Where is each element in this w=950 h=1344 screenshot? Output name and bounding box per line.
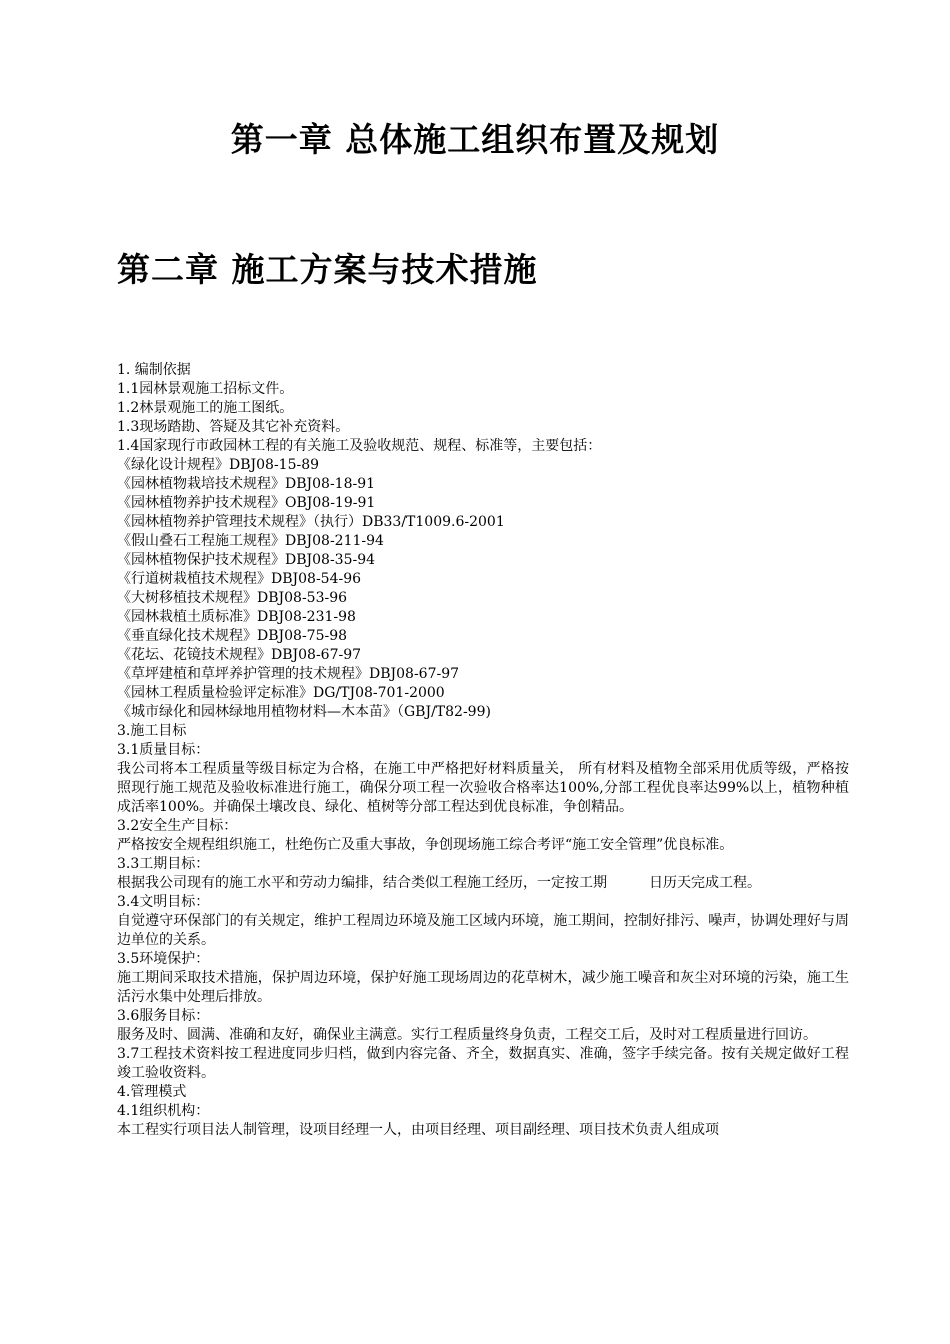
subsection-heading: 3.4文明目标： (117, 894, 210, 910)
section-heading: 4.管理模式 (117, 1084, 187, 1100)
paragraph-documents: 3.7工程技术资料按工程进度同步归档，做到内容完备、齐全，数据真实、准确，签字手续完备。按有关规定做好工程竣工验收资料。 (117, 1046, 849, 1081)
text-line: 1.1园林景观施工招标文件。 (117, 381, 294, 397)
standard-item: 《园林工程质量检验评定标准》DG/TJ08-701-2000 (117, 685, 445, 701)
text-line: 1.2林景观施工的施工图纸。 (117, 400, 294, 416)
paragraph-environment: 施工期间采取技术措施，保护周边环境，保护好施工现场周边的花草树木，减少施工噪音和灰尘对环境的污染，施工生活污水集中处理后排放。 (117, 970, 849, 1005)
chapter-1-title: 第一章 总体施工组织布置及规划 (230, 120, 720, 159)
paragraph-organization: 本工程实行项目法人制管理，设项目经理一人，由项目经理、项目副经理、项目技术负责人组成项 (117, 1122, 719, 1138)
standard-item: 《行道树栽植技术规程》DBJ08-54-96 (117, 571, 362, 587)
standard-item: 《园林栽植土质标准》DBJ08-231-98 (117, 609, 356, 625)
subsection-heading: 3.3工期目标： (117, 856, 210, 872)
standard-item: 《城市绿化和园林绿地用植物材料—木本苗》（GBJ/T82-99) (117, 704, 491, 720)
text-line: 1.4国家现行市政园林工程的有关施工及验收规范、规程、标准等，主要包括： (117, 438, 602, 454)
standard-item: 《垂直绿化技术规程》DBJ08-75-98 (117, 628, 348, 644)
standard-item: 《园林植物养护管理技术规程》（执行）DB33/T1009.6-2001 (117, 514, 505, 530)
chapter-2-title: 第二章 施工方案与技术措施 (117, 250, 538, 289)
paragraph-service: 服务及时、圆满、准确和友好，确保业主满意。实行工程质量终身负责，工程交工后，及时对工程质量进行回访。 (117, 1027, 817, 1043)
standard-item: 《花坛、花镜技术规程》DBJ08-67-97 (117, 647, 362, 663)
standard-item: 《园林植物保护技术规程》DBJ08-35-94 (117, 552, 376, 568)
paragraph-quality: 我公司将本工程质量等级目标定为合格，在施工中严格把好材料质量关， 所有材料及植物全部采用优质等级，严格按照现行施工规范及验收标准进行施工，确保分项工程一次验收合格率达100%,分部工程优良率达99%以上，植物种植成活率100%。并确保土壤改良、绿化、植树等分部工程达到优良标准，争创精品。 (117, 761, 849, 815)
standard-item: 《园林植物栽培技术规程》DBJ08-18-91 (117, 476, 376, 492)
section-heading: 3.施工目标 (117, 723, 187, 739)
subsection-heading: 3.1质量目标： (117, 742, 210, 758)
standard-item: 《绿化设计规程》DBJ08-15-89 (117, 457, 320, 473)
subsection-heading: 3.6服务目标： (117, 1008, 210, 1024)
paragraph-civil: 自觉遵守环保部门的有关规定，维护工程周边环境及施工区域内环境，施工期间，控制好排污、噪声，协调处理好与周边单位的关系。 (117, 913, 849, 948)
document-body (117, 361, 849, 1140)
subsection-heading: 3.5环境保护： (117, 951, 210, 967)
standard-item: 《大树移植技术规程》DBJ08-53-96 (117, 590, 348, 606)
subsection-heading: 4.1组织机构： (117, 1103, 210, 1119)
standard-item: 《草坪建植和草坪养护管理的技术规程》DBJ08-67-97 (117, 666, 460, 682)
text-line: 1.3现场踏勘、答疑及其它补充资料。 (117, 419, 350, 435)
text-line: 1. 编制依据 (117, 362, 191, 378)
standard-item: 《园林植物养护技术规程》OBJ08-19-91 (117, 495, 376, 511)
standard-item: 《假山叠石工程施工规程》DBJ08-211-94 (117, 533, 384, 549)
paragraph-schedule: 根据我公司现有的施工水平和劳动力编排，结合类似工程施工经历，一定按工期 日历天完成工程。 (117, 875, 761, 891)
paragraph-safety: 严格按安全规程组织施工，杜绝伤亡及重大事故，争创现场施工综合考评“施工安全管理”优良标准。 (117, 837, 734, 853)
subsection-heading: 3.2安全生产目标： (117, 818, 238, 834)
